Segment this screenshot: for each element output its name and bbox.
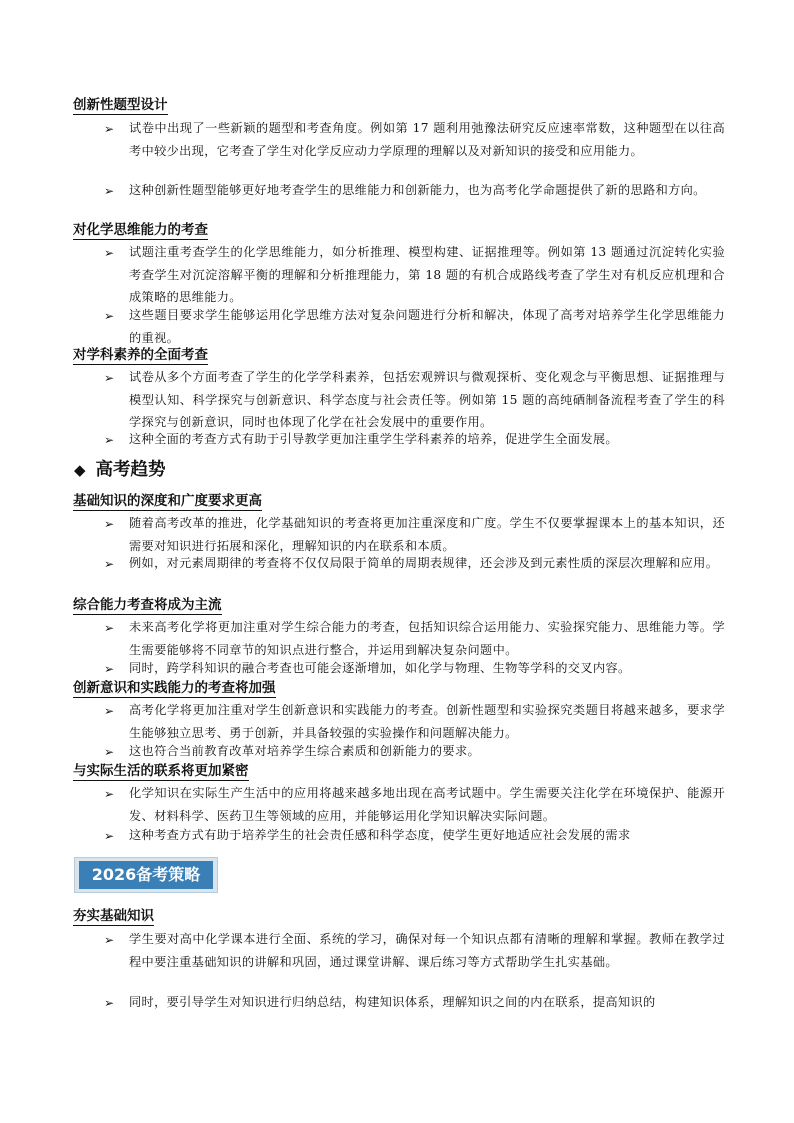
bullet-icon: ➢: [104, 557, 115, 571]
heading-solid-foundation: 夯实基础知识: [73, 908, 154, 924]
paragraph: 试卷从多个方面考查了学生的化学学科素养，包括宏观辨识与微观探析、变化观念与平衡思想、证据推理与模型认知、科学探究与创新意识、科学态度与社会责任等。例如第 15 题的高纯硒制备流程考查了学生的科学探究与创新意识，同时也体现了化学在社会发展中的重要作用。: [129, 370, 725, 429]
bullet-icon: ➢: [104, 745, 115, 759]
diamond-icon: ◆: [74, 461, 86, 479]
heading-basic-knowledge-depth: 基础知识的深度和广度要求更高: [73, 493, 262, 509]
bullet-icon: ➢: [104, 371, 115, 385]
paragraph: 这些题目要求学生能够运用化学思维方法对复杂问题进行分析和解决，体现了高考对培养学生化学思维能力的重视。: [129, 308, 725, 345]
bullet-icon: ➢: [104, 662, 115, 676]
paragraph: 学生要对高中化学课本进行全面、系统的学习，确保对每一个知识点都有清晰的理解和掌握。教师在教学过程中要注重基础知识的讲解和巩固，通过课堂讲解、课后练习等方式帮助学生扎实基础。: [129, 932, 725, 969]
heading-innovative-question-design: 创新性题型设计: [73, 97, 168, 113]
bullet-icon: ➢: [104, 787, 115, 801]
paragraph: 高考化学将更加注重对学生创新意识和实践能力的考查。创新性题型和实验探究类题目将越来越多，要求学生能够独立思考、勇于创新，并具备较强的实验操作和问题解决能力。: [129, 703, 725, 740]
bullet-icon: ➢: [104, 309, 115, 323]
heading-innovation-practice: 创新意识和实践能力的考查将加强: [73, 680, 276, 696]
section-title-trend: [74, 458, 166, 482]
bullet-icon: ➢: [104, 996, 115, 1010]
paragraph: 这也符合当前教育改革对培养学生综合素质和创新能力的要求。: [129, 744, 481, 758]
banner-2026-strategy: 2026备考策略: [79, 861, 213, 889]
heading-real-life-connection: 与实际生活的联系将更加紧密: [73, 763, 249, 779]
paragraph: 同时，要引导学生对知识进行归纳总结，构建知识体系，理解知识之间的内在联系，提高知识的: [129, 995, 656, 1009]
bullet-icon: ➢: [104, 246, 115, 260]
paragraph: 化学知识在实际生产生活中的应用将越来越多地出现在高考试题中。学生需要关注化学在环境保护、能源开发、材料科学、医药卫生等领域的应用，并能够运用化学知识解决实际问题。: [129, 786, 725, 823]
bullet-icon: ➢: [104, 829, 115, 843]
paragraph: 试卷中出现了一些新颖的题型和考查角度。例如第 17 题利用弛豫法研究反应速率常数，这种题型在以往高考中较少出现，它考查了学生对化学反应动力学原理的理解以及对新知识的接受和应用能力。: [129, 121, 725, 158]
bullet-icon: ➢: [104, 122, 115, 136]
paragraph: 未来高考化学将更加注重对学生综合能力的考查，包括知识综合运用能力、实验探究能力、思维能力等。学生需要能够将不同章节的知识点进行整合，并运用到解决复杂问题中。: [129, 620, 725, 657]
bullet-icon: ➢: [104, 517, 115, 531]
paragraph: 随着高考改革的推进，化学基础知识的考查将更加注重深度和广度。学生不仅要掌握课本上的基本知识，还需要对知识进行拓展和深化，理解知识的内在联系和本质。: [129, 516, 725, 553]
bullet-icon: ➢: [104, 621, 115, 635]
bullet-icon: ➢: [104, 184, 115, 198]
heading-comprehensive-ability: 综合能力考查将成为主流: [73, 597, 222, 613]
section-title-text: 高考趋势: [95, 460, 166, 480]
paragraph: 这种考查方式有助于培养学生的社会责任感和科学态度，使学生更好地适应社会发展的需求: [129, 828, 631, 842]
paragraph: 同时，跨学科知识的融合考查也可能会逐渐增加，如化学与物理、生物等学科的交叉内容。: [129, 661, 631, 675]
heading-chemical-thinking: 对化学思维能力的考查: [73, 222, 208, 238]
paragraph: 试题注重考查学生的化学思维能力，如分析推理、模型构建、证据推理等。例如第 13 题通过沉淀转化实验考查学生对沉淀溶解平衡的理解和分析推理能力，第 18 题的有机合成路线考查了学生对有机反应机理和合成策略的思维能力。: [129, 245, 725, 304]
banner-frame: [74, 857, 218, 893]
heading-subject-literacy: 对学科素养的全面考查: [73, 347, 208, 363]
bullet-icon: ➢: [104, 433, 115, 447]
paragraph: 这种创新性题型能够更好地考查学生的思维能力和创新能力，也为高考化学命题提供了新的思路和方向。: [129, 183, 706, 197]
paragraph: 例如，对元素周期律的考查将不仅仅局限于简单的周期表规律，还会涉及到元素性质的深层次理解和应用。: [129, 556, 719, 570]
bullet-icon: ➢: [104, 704, 115, 718]
paragraph: 这种全面的考查方式有助于引导教学更加注重学生学科素养的培养，促进学生全面发展。: [129, 432, 618, 446]
bullet-icon: ➢: [104, 933, 115, 947]
